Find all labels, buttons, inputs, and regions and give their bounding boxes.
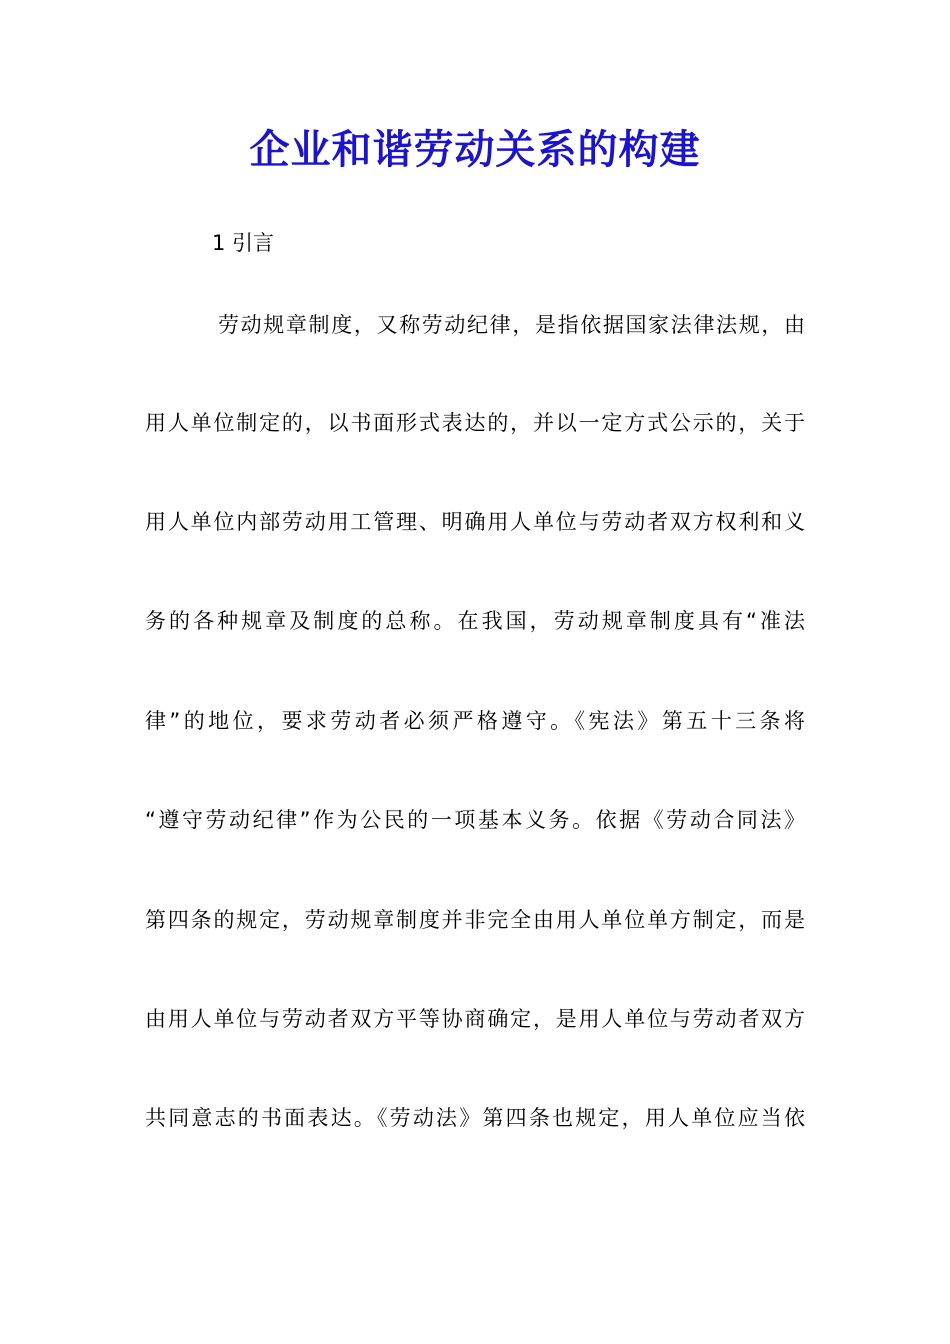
- paragraph-line: 共同意志的书面表达。《劳动法》第四条也规定，用人单位应当依: [145, 1106, 805, 1130]
- document-title: 企业和谐劳动关系的构建: [249, 126, 701, 173]
- paragraph-line: “遵守劳动纪律”作为公民的一项基本义务。依据《劳动合同法》: [145, 808, 805, 832]
- paragraph-line: 用人单位内部劳动用工管理、明确用人单位与劳动者双方权利和义: [145, 510, 805, 534]
- paragraph-line: 第四条的规定，劳动规章制度并非完全由用人单位单方制定，而是: [145, 908, 805, 932]
- paragraph-line: 用人单位制定的，以书面形式表达的，并以一定方式公示的，关于: [145, 411, 805, 435]
- paragraph-line: 劳动规章制度，又称劳动纪律，是指依据国家法律法规，由: [218, 313, 805, 337]
- paragraph-line: 务的各种规章及制度的总称。在我国，劳动规章制度具有“准法: [145, 609, 805, 633]
- section-heading: 1 引言: [212, 231, 275, 255]
- paragraph-line: 律”的地位，要求劳动者必须严格遵守。《宪法》第五十三条将: [145, 709, 805, 733]
- paragraph-line: 由用人单位与劳动者双方平等协商确定，是用人单位与劳动者双方: [145, 1007, 805, 1031]
